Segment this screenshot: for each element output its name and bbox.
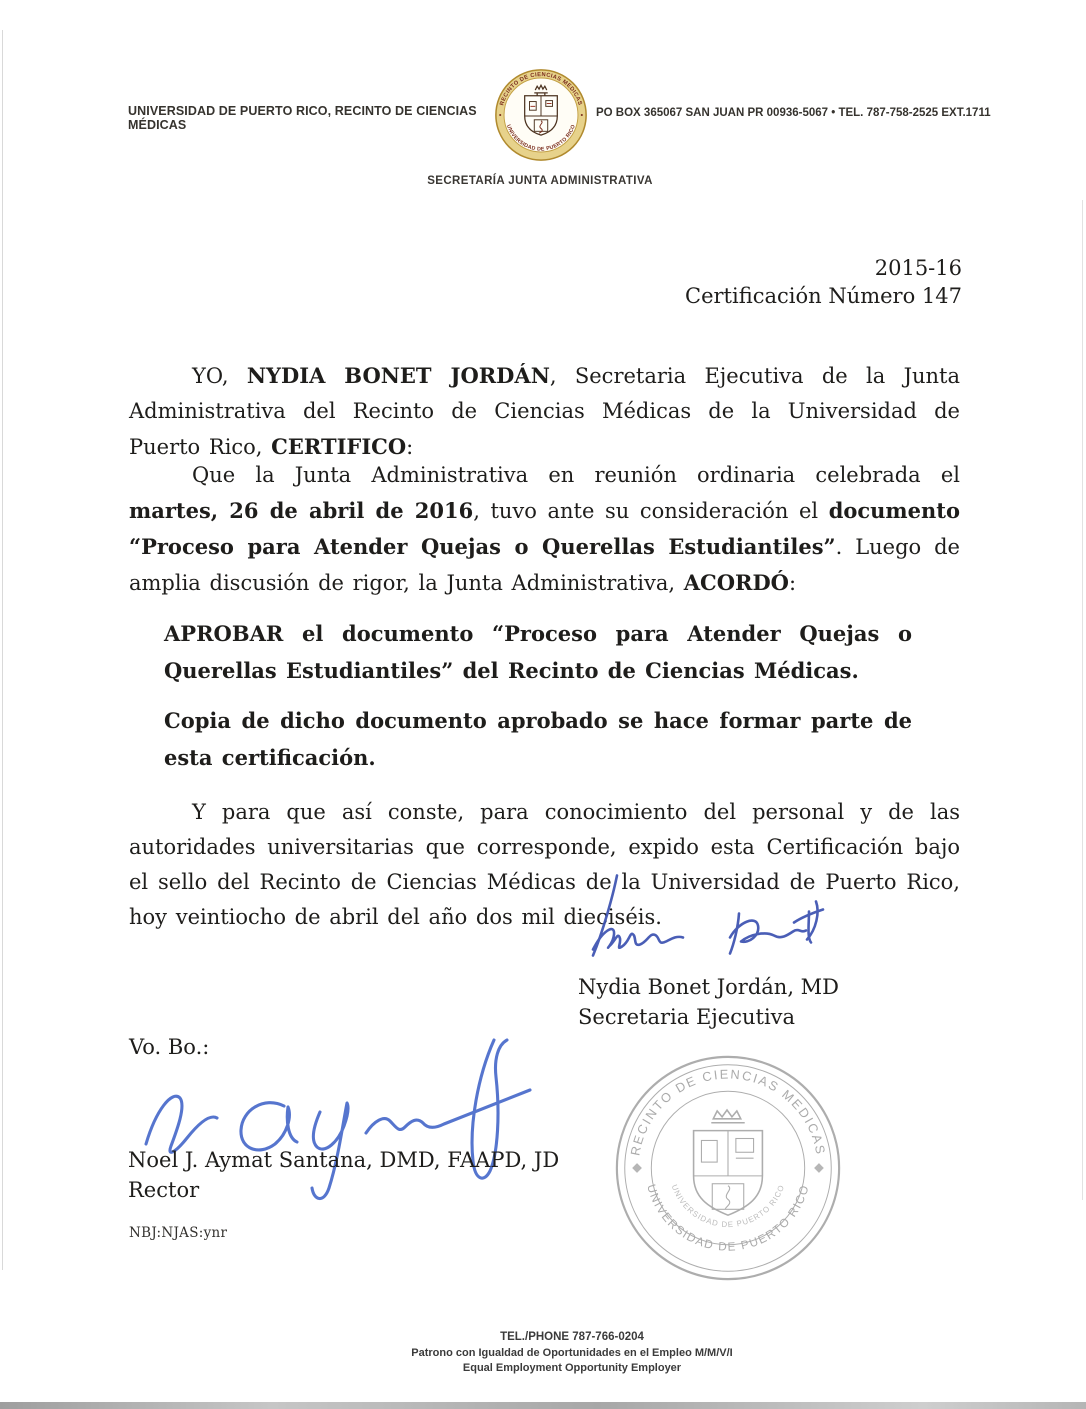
embossed-seal-arc-top: RECINTO DE CIENCIAS MEDICAS (627, 1066, 829, 1157)
rector-name: Noel J. Aymat Santana, DMD, FAAPD, JD (128, 1148, 560, 1172)
reference-code: NBJ:NJAS:ynr (129, 1225, 228, 1241)
paragraph-acuerdo: Que la Junta Administrativa en reunión ordinaria celebrada el martes, 26 de abril de 2016, tuvo ante su consideración el documento “Proceso para Atender Quejas o Querellas Estudiantiles”. Luego de amplia discusión de rigor, la Junta Administrativa, ACORDÓ: (129, 463, 960, 595)
secretary-signature (573, 864, 828, 972)
certification-number: Certificación Número 147 (685, 284, 962, 308)
secretary-name: Nydia Bonet Jordán, MD (578, 975, 840, 999)
seal-arc-text-top: RECINTO DE CIENCIAS MEDICAS (499, 72, 583, 107)
paragraph-resolution-aprobar: APROBAR el documento “Proceso para Atender Quejas o Querellas Estudiantiles” del Recinto de Ciencias Médicas. (164, 621, 912, 683)
secretary-title: Secretaria Ejecutiva (578, 1005, 796, 1029)
embossed-seal-arc-inner: UNIVERSIDAD DE PUERTO RICO (669, 1183, 787, 1230)
approval-label: Vo. Bo.: (129, 1035, 210, 1059)
page-footer (60, 1331, 1084, 1374)
footer-phone: TEL./PHONE 787-766-0204 (500, 1331, 644, 1343)
letterhead-address: PO BOX 365067 SAN JUAN PR 00936-5067 • TEL. 787-758-2525 EXT.1711 (596, 107, 991, 119)
paragraph-certifico: YO, NYDIA BONET JORDÁN, Secretaria Ejecutiva de la Junta Administrativa del Recinto de Ciencias Médicas de la Universidad de Puerto Rico, CERTIFICO: (129, 363, 960, 459)
paragraph-closing: Y para que así conste, para conocimiento del personal y de las autoridades universitarias que corresponde, expido esta Certificación bajo el sello del Recinto de Ciencias Médicas de la Universidad de Puerto Rico, hoy veintiocho de abril del año dos mil dieciséis. (129, 800, 960, 929)
certification-heading (560, 254, 962, 310)
embossed-seal-arc-bottom: UNIVERSIDAD DE PUERTO RICO (644, 1182, 812, 1254)
seal-arc-text-bottom: UNIVERSIDAD DE PUERTO RICO (505, 123, 577, 153)
footer-eeo-english: Equal Employment Opportunity Employer (462, 1362, 682, 1374)
letterhead-university-name: UNIVERSIDAD DE PUERTO RICO, RECINTO DE CIENCIAS MÉDICAS (128, 104, 477, 132)
university-seal-logo (493, 67, 589, 163)
embossed-seal-shield (694, 1110, 763, 1215)
academic-term: 2015-16 (874, 256, 962, 280)
footer-eeo-spanish: Patrono con Igualdad de Oportunidades en el Empleo M/M/V/I (411, 1347, 733, 1359)
embossed-seal (610, 1050, 846, 1286)
rector-title: Rector (128, 1178, 200, 1202)
scan-edge-artifact-left (2, 30, 3, 1270)
scan-edge-artifact-right (1082, 200, 1083, 1200)
letterhead-office-name: SECRETARÍA JUNTA ADMINISTRATIVA (427, 175, 653, 187)
scan-edge-artifact-bottom (0, 1402, 1086, 1409)
paragraph-resolution-copia: Copia de dicho documento aprobado se hace formar parte de esta certificación. (164, 708, 912, 770)
